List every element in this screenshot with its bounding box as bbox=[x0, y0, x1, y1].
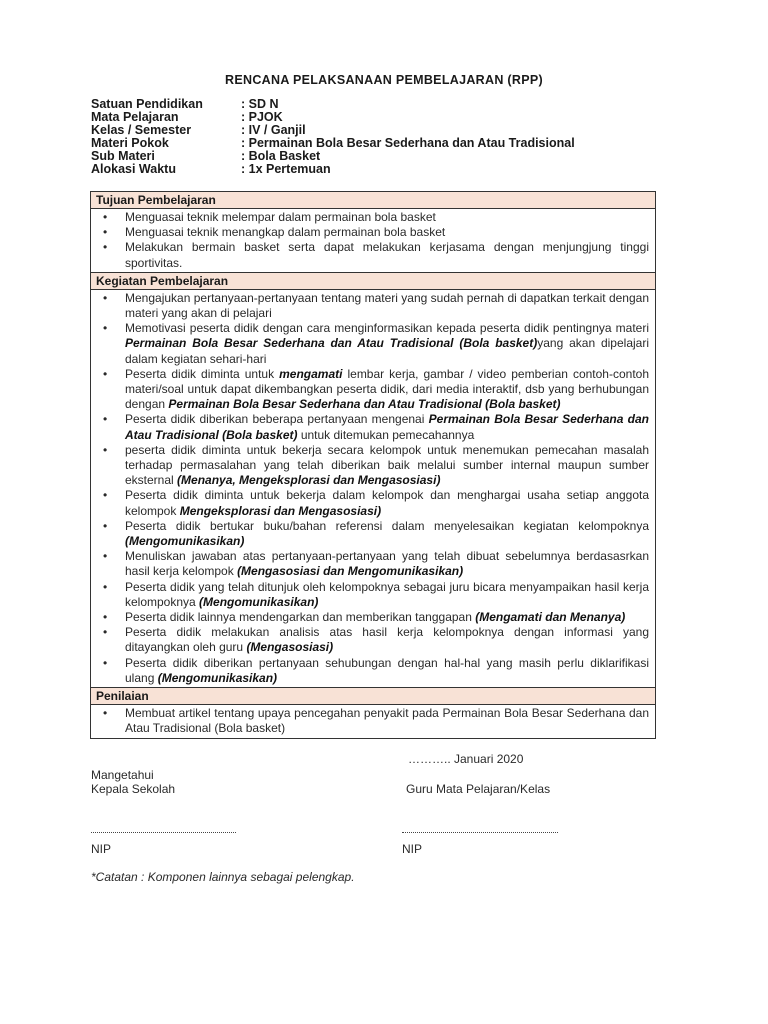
emphasis-text: (Mengamati dan Menanya) bbox=[475, 610, 626, 625]
meta-value: : 1x Pertemuan bbox=[241, 162, 331, 176]
meta-label: Kelas / Semester bbox=[91, 123, 192, 137]
section-heading-kegiatan: Kegiatan Pembelajaran bbox=[91, 272, 655, 290]
list-item bbox=[91, 291, 649, 321]
list-item bbox=[91, 240, 649, 270]
meta-label: Sub Materi bbox=[91, 149, 155, 163]
meta-value: : Permainan Bola Besar Sederhana dan Atau Tradisional bbox=[241, 136, 575, 150]
footnote: *Catatan : Komponen lainnya sebagai pelengkap. bbox=[91, 870, 355, 884]
item-text: Peserta didik melakukan analisis atas hasil kerja kelompoknya dengan informasi yang ditayangkan oleh guru bbox=[125, 625, 649, 655]
list-item bbox=[91, 519, 649, 549]
item-text: Peserta didik diberikan pertanyaan sehubungan dengan hal-hal yang masih perlu diklarifikasi ulang bbox=[125, 655, 649, 685]
teacher-signature-line bbox=[402, 832, 558, 833]
emphasis-text: Permainan Bola Besar Sederhana dan Atau Tradisional (Bola basket) bbox=[125, 336, 538, 351]
item-text: untuk ditemukan pemecahannya bbox=[297, 427, 475, 442]
item-text: peserta didik diminta untuk bekerja secara kelompok untuk menemukan pemecahan masalah terhadap permasalahan yang telah diberikan baik melalui sumber internal maupun sumber eksternal bbox=[125, 442, 649, 488]
emphasis-text: (Mengomunikasikan) bbox=[157, 670, 278, 685]
meta-label: Alokasi Waktu bbox=[91, 162, 176, 176]
item-text: Mengajukan pertanyaan-pertanyaan tentang materi yang sudah pernah di dapatkan terkait dengan materi yang akan di pelajari bbox=[125, 290, 649, 321]
list-item bbox=[91, 488, 649, 518]
penilaian-list bbox=[91, 705, 655, 737]
item-text: Peserta didik yang telah ditunjuk oleh kelompoknya sebagai juru bicara menyampaikan hasil kerja kelompoknya bbox=[125, 579, 649, 609]
list-item bbox=[91, 706, 649, 736]
principal-nip: NIP bbox=[91, 842, 112, 856]
emphasis-text: (Mengasosiasi dan Mengomunikasikan) bbox=[237, 564, 464, 579]
section-heading-tujuan: Tujuan Pembelajaran bbox=[91, 192, 655, 209]
item-text: Membuat artikel tentang upaya pencegahan penyakit pada Permainan Bola Besar Sederhana dan Atau Tradisional (Bola basket) bbox=[125, 706, 649, 736]
item-text: Menguasai teknik melempar dalam permainan bola basket bbox=[125, 210, 436, 224]
item-text: Peserta didik diberikan beberapa pertanyaan mengenai bbox=[125, 412, 429, 427]
teacher-nip: NIP bbox=[402, 842, 423, 856]
meta-value: : SD N bbox=[241, 97, 279, 111]
principal-label: Kepala Sekolah bbox=[91, 782, 176, 796]
identity-block bbox=[91, 98, 575, 176]
emphasis-text: (Menanya, Mengeksplorasi dan Mengasosiasi) bbox=[177, 473, 441, 488]
kegiatan-list bbox=[91, 290, 655, 687]
item-text: Peserta didik diminta untuk bbox=[125, 366, 280, 381]
list-item bbox=[91, 625, 649, 655]
emphasis-text: (Mengomunikasikan) bbox=[125, 534, 245, 549]
emphasis-text: Permainan Bola Besar Sederhana dan Atau Tradisional (Bola basket) bbox=[125, 412, 650, 442]
list-item bbox=[91, 210, 649, 225]
teacher-label: Guru Mata Pelajaran/Kelas bbox=[406, 782, 551, 796]
item-text: Peserta didik lainnya mendengarkan dan memberikan tanggapan bbox=[125, 610, 476, 625]
list-item bbox=[91, 610, 649, 625]
list-item bbox=[91, 580, 649, 610]
emphasis-text: mengamati bbox=[279, 366, 343, 381]
list-item bbox=[91, 443, 649, 489]
emphasis-text: Mengeksplorasi dan Mengasosiasi) bbox=[179, 503, 382, 518]
item-text: Menuliskan jawaban atas pertanyaan-pertanyaan yang telah dibuat sebelumnya berdasasrkan hasil kerja kelompok bbox=[125, 549, 649, 579]
emphasis-text: Permainan Bola Besar Sederhana dan Atau Tradisional (Bola basket) bbox=[168, 397, 561, 412]
item-text: Peserta didik diminta untuk bekerja dalam kelompok dan menghargai usaha setiap anggota kelompok bbox=[125, 488, 649, 518]
item-text: Memotivasi peserta didik dengan cara menginformasikan kepada peserta didik pentingnya materi bbox=[125, 321, 649, 336]
item-text: lembar kerja, gambar / video pemberian contoh-contoh materi/soal untuk dapat dikembangkan peserta didik, dari media interaktif, dsb yang berhubungan dengan bbox=[125, 366, 649, 412]
emphasis-text: (Mengomunikasikan) bbox=[199, 594, 319, 609]
meta-value: : IV / Ganjil bbox=[241, 123, 306, 137]
list-item bbox=[91, 656, 649, 686]
meta-row-materi bbox=[91, 137, 575, 150]
list-item bbox=[91, 367, 649, 413]
rpp-table bbox=[90, 191, 656, 739]
item-text: Menguasai teknik menangkap dalam permainan bola basket bbox=[125, 225, 446, 240]
signature-date: ……….. Januari 2020 bbox=[408, 752, 524, 766]
list-item bbox=[91, 321, 649, 367]
meta-row-alokasi bbox=[91, 163, 575, 176]
acknowledged-label: Mangetahui bbox=[91, 768, 154, 782]
meta-value: : PJOK bbox=[241, 110, 283, 124]
item-text: Peserta didik bertukar buku/bahan referensi dalam menyelesaikan kegiatan kelompoknya bbox=[125, 518, 649, 533]
list-item bbox=[91, 412, 649, 442]
document-title: RENCANA PELAKSANAAN PEMBELAJARAN (RPP) bbox=[225, 73, 543, 87]
meta-label: Mata Pelajaran bbox=[91, 110, 179, 124]
meta-value: : Bola Basket bbox=[241, 149, 321, 163]
meta-label: Materi Pokok bbox=[91, 136, 169, 150]
item-text: Melakukan bermain basket serta dapat melakukan kerjasama dengan menjungjung tinggi sportivitas. bbox=[125, 240, 649, 270]
emphasis-text: (Mengasosiasi) bbox=[246, 640, 334, 655]
meta-label: Satuan Pendidikan bbox=[91, 97, 203, 111]
item-text: yang akan dipelajari dalam kegiatan sehari-hari bbox=[125, 336, 649, 366]
section-heading-penilaian: Penilaian bbox=[91, 687, 655, 705]
list-item bbox=[91, 549, 649, 579]
list-item bbox=[91, 225, 649, 240]
tujuan-list bbox=[91, 209, 655, 272]
principal-signature-line bbox=[91, 832, 236, 833]
